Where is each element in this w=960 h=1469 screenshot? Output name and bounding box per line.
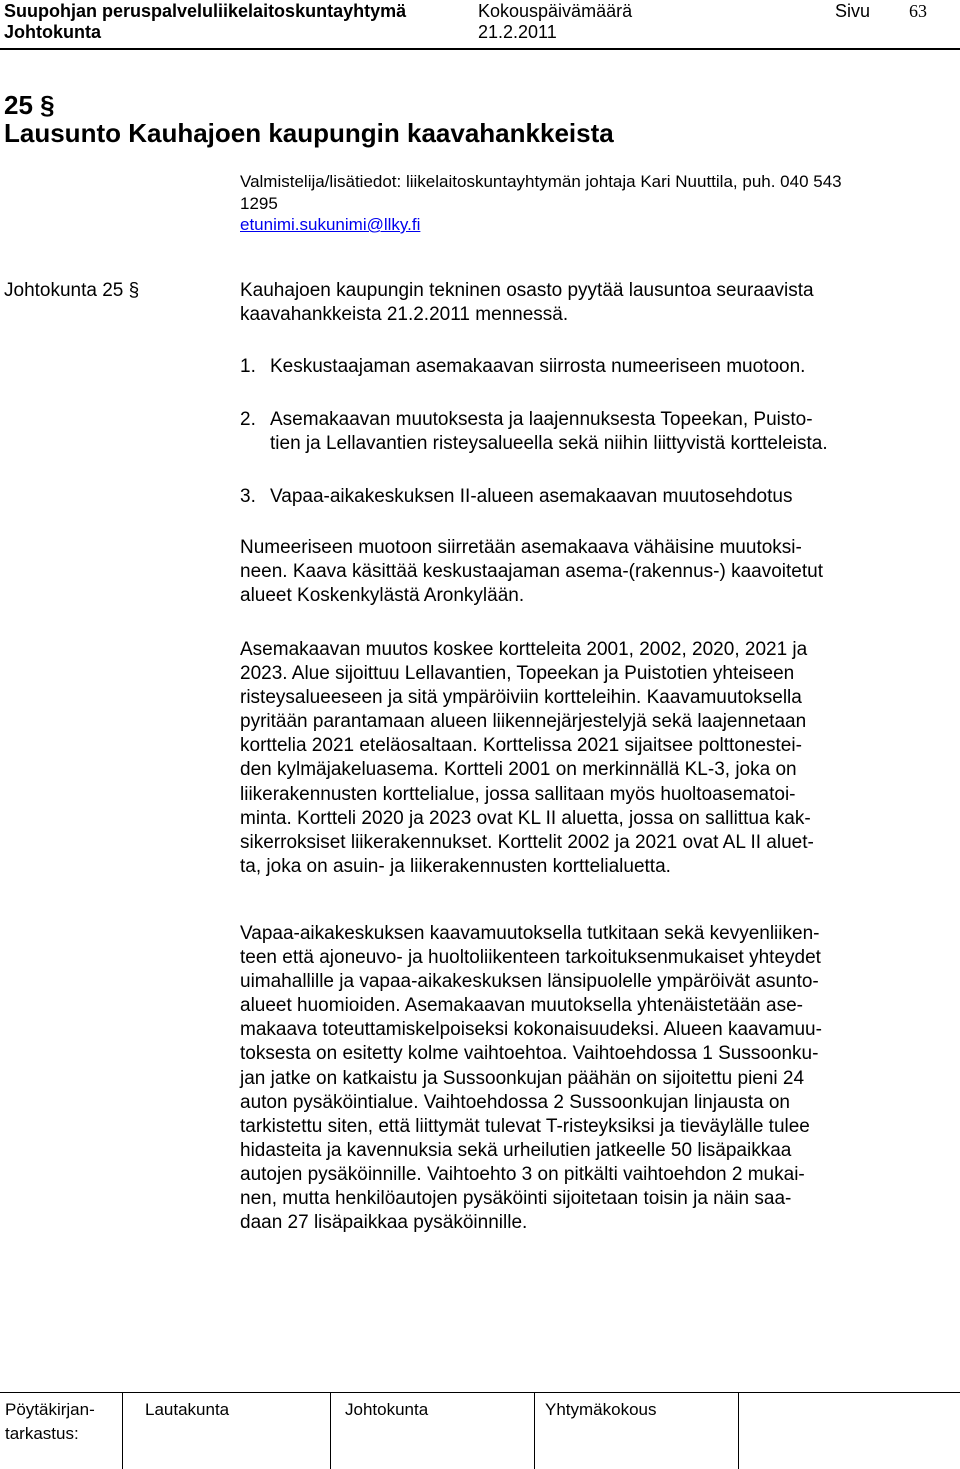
text-line: neen. Kaava käsittää keskustaajaman asema-(rakennus-) kaavoitetut: [240, 561, 823, 583]
text-line: autojen pysäköinnille. Vaihtoehto 3 on pitkälti vaihtoehdon 2 mukai-: [240, 1163, 805, 1185]
header-rule: [0, 48, 960, 50]
list-number: 1.: [240, 356, 256, 377]
footer-divider: [534, 1392, 535, 1469]
footer-cell-management: [340, 1392, 530, 1469]
text-line: kaavahankkeista 21.2.2011 mennessä.: [240, 304, 569, 326]
footer-table: [0, 1392, 960, 1469]
text-line: risteysalueeseen ja sitä ympäröiviin kortteleihin. Kaavamuutoksella: [240, 687, 802, 709]
preparer-phone: 1295: [240, 194, 278, 213]
text-line: alueet huomioiden. Asemakaavan muutoksella yhtenäistetään ase-: [240, 995, 803, 1017]
list-number: 3.: [240, 486, 256, 507]
email-link[interactable]: etunimi.sukunimi@llky.fi: [240, 215, 421, 234]
intro-paragraph: [240, 279, 940, 327]
text-line: liikerakennusten korttelialue, jossa sallitaan myös huoltoasematoi-: [240, 783, 796, 805]
footer-review-line1: Pöytäkirjan-: [5, 1400, 95, 1419]
preparer-line: Valmistelija/lisätiedot: liikelaitoskuntayhtymän johtaja Kari Nuuttila, puh. 040 543: [240, 172, 842, 191]
list-text: Asemakaavan muutoksesta ja laajennuksesta Topeekan, Puisto-: [270, 409, 813, 430]
text-line: makaava toteuttamiskelpoiseksi kokonaisuudeksi. Alueen kaavamuu-: [240, 1019, 822, 1041]
list-number: 2.: [240, 409, 256, 430]
paragraph-numeric-format: [240, 536, 940, 608]
paragraph-leisure-centre: [240, 922, 940, 1235]
footer-cell-board: [140, 1392, 330, 1469]
list-text: Keskustaajaman asemakaavan siirrosta numeeriseen muotoon.: [270, 356, 806, 377]
text-line: uimahallille ja vapaa-aikakeskuksen länsipuolelle ympäröivät asunto-: [240, 971, 819, 993]
footer-board-label: Lautakunta: [145, 1400, 230, 1419]
footer-review-label: [5, 1398, 95, 1446]
text-line: pyritään parantamaan alueen liikennejärjestelyjä sekä laajennetaan: [240, 711, 807, 733]
text-line: Vapaa-aikakeskuksen kaavamuutoksella tutkitaan sekä kevyenliiken-: [240, 923, 820, 944]
text-line: daan 27 lisäpaikkaa pysäköinnille.: [240, 1212, 528, 1234]
footer-divider: [738, 1392, 739, 1469]
text-line: 2023. Alue sijoittuu Lellavantien, Topeekan ja Puistotien yhteiseen: [240, 663, 795, 685]
organization-name: Suupohjan peruspalveluliikelaitoskuntayhtymä: [4, 1, 407, 21]
text-line: ta, joka on asuin- ja liikerakennusten korttelialuetta.: [240, 855, 671, 877]
footer-cell-review: [0, 1392, 120, 1469]
page-number: 63: [909, 1, 927, 21]
text-line: Kauhajoen kaupungin tekninen osasto pyytää lausuntoa seuraavista: [240, 280, 814, 301]
text-line: sikerroksiset liikerakennukset. Korttelit 2002 ja 2021 ovat AL II aluet-: [240, 831, 814, 853]
list-text: Vapaa-aikakeskuksen II-alueen asemakaavan muutosehdotus: [270, 486, 793, 507]
footer-review-line2: tarkastus:: [5, 1424, 79, 1443]
text-line: Asemakaavan muutos koskee kortteleita 2001, 2002, 2020, 2021 ja: [240, 639, 808, 660]
side-label: Johtokunta 25 §: [4, 280, 140, 301]
paragraph-block-changes: [240, 638, 940, 879]
section-number: 25 §: [4, 90, 55, 120]
body-name: Johtokunta: [4, 22, 101, 42]
text-line: alueet Koskenkylästä Aronkylään.: [240, 585, 525, 607]
text-line: hidasteita ja kavennuksia sekä urheilutien jatkeelle 50 lisäpaikkaa: [240, 1139, 792, 1161]
page-title: Lausunto Kauhajoen kaupungin kaavahankkeista: [4, 118, 614, 148]
text-line: toksesta on esitetty kolme vaihtoehtoa. Vaihtoehdossa 1 Sussoonku-: [240, 1043, 819, 1065]
text-line: jan jatke on katkaistu ja Sussoonkujan päähän on sijoitettu pieni 24: [240, 1067, 805, 1089]
page-label: Sivu: [835, 1, 871, 21]
footer-assembly-label: Yhtymäkokous: [545, 1400, 657, 1419]
footer-cell-assembly: [540, 1392, 740, 1469]
footer-divider: [122, 1392, 123, 1469]
text-line: nen, mutta henkilöautojen pysäköinti sijoitetaan toisin ja näin saa-: [240, 1188, 792, 1210]
date-label: Kokouspäivämäärä: [478, 1, 633, 21]
footer-divider: [330, 1392, 331, 1469]
meeting-date: 21.2.2011: [478, 22, 557, 42]
text-line: korttelia 2021 eteläosaltaan. Korttelissa 2021 sijaitsee polttonestei-: [240, 735, 802, 757]
list-text: tien ja Lellavantien risteysalueella sekä niihin liittyvistä kortteleista.: [270, 433, 828, 454]
text-line: auton pysäköintialue. Vaihtoehdossa 2 Sussoonkujan linjausta on: [240, 1091, 790, 1113]
text-line: minta. Kortteli 2020 ja 2023 ovat KL II aluetta, jossa on sallittua kak-: [240, 807, 811, 829]
text-line: Numeeriseen muotoon siirretään asemakaava vähäisine muutoksi-: [240, 537, 802, 558]
text-line: den kylmäjakeluasema. Kortteli 2001 on merkinnällä KL-3, joka on: [240, 759, 797, 781]
text-line: teen että ajoneuvo- ja huoltoliikenteen tarkoituksenmukaiset yhteydet: [240, 947, 821, 969]
text-line: tarkistettu siten, että liittymät tulevat T-risteyksiksi ja tieväylälle tulee: [240, 1115, 810, 1137]
footer-management-label: Johtokunta: [345, 1400, 429, 1419]
